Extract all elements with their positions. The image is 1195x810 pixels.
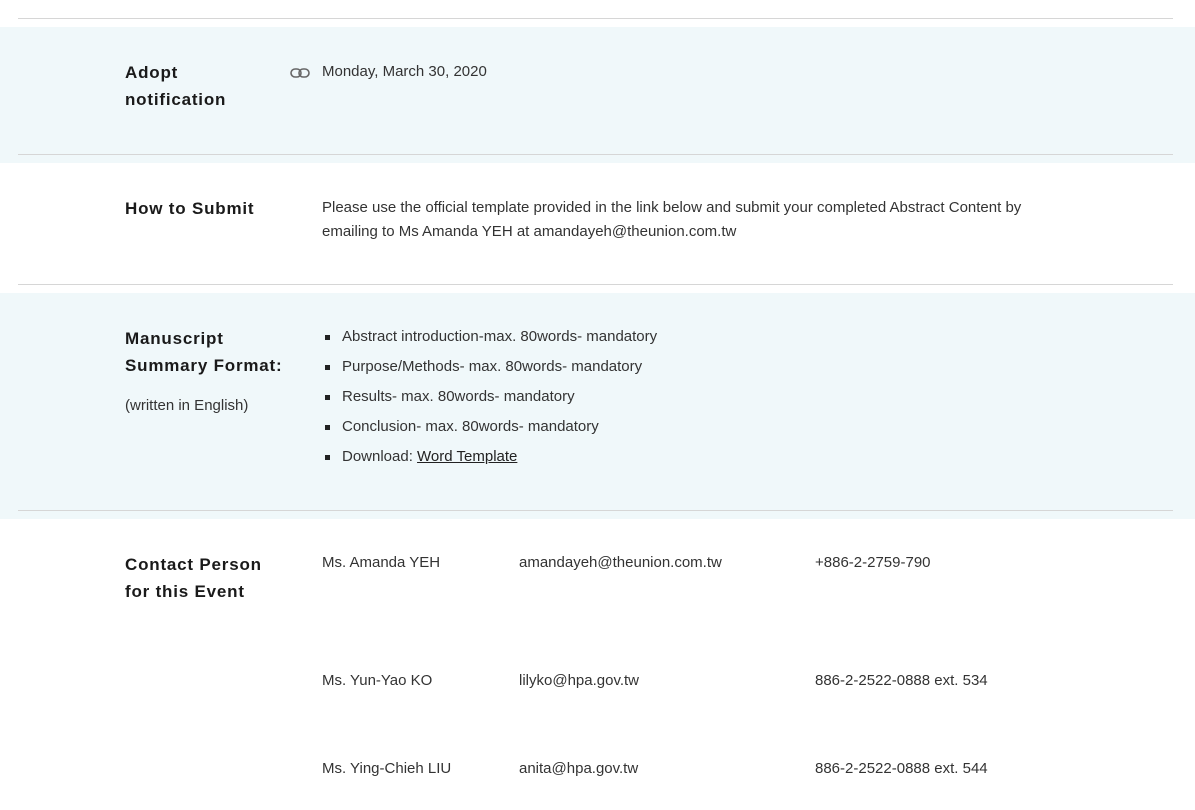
format-label-line1: Manuscript <box>125 329 224 348</box>
bullet-icon <box>325 395 330 400</box>
contact-name: Ms. Ying-Chieh LIU <box>322 760 452 777</box>
divider <box>18 154 1173 155</box>
format-label <box>125 325 282 379</box>
submit-text-line2: emailing to Ms Amanda YEH at amandayeh@theunion.com.tw <box>322 223 737 240</box>
contact-label-line2: for this Event <box>125 582 245 601</box>
list-item <box>322 415 657 445</box>
contact-email[interactable]: anita@hpa.gov.tw <box>519 760 639 777</box>
submit-label: How to Submit <box>125 199 255 218</box>
divider <box>18 284 1173 285</box>
list-item-download <box>322 445 657 475</box>
list-item-text: Purpose/Methods- max. 80words- mandatory <box>342 358 643 375</box>
list-item-text: Abstract introduction-max. 80words- mandatory <box>342 328 658 345</box>
contact-name: Ms. Yun-Yao KO <box>322 672 433 689</box>
list-item-text: Results- max. 80words- mandatory <box>342 388 575 405</box>
list-item <box>322 325 657 355</box>
format-sublabel: (written in English) <box>125 397 249 414</box>
contact-email[interactable]: lilyko@hpa.gov.tw <box>519 672 639 689</box>
contact-name: Ms. Amanda YEH <box>322 554 441 571</box>
format-label-line2: Summary Format: <box>125 356 283 375</box>
contact-email[interactable]: amandayeh@theunion.com.tw <box>519 554 722 571</box>
contact-label-line1: Contact Person <box>125 555 262 574</box>
adopt-label-line2: notification <box>125 90 227 109</box>
adopt-label-line1: Adopt <box>125 63 179 82</box>
contact-label <box>125 551 262 605</box>
divider <box>18 510 1173 511</box>
word-template-link[interactable]: Word Template <box>417 448 518 465</box>
adopt-date: Monday, March 30, 2020 <box>322 63 487 80</box>
bullet-icon <box>325 365 330 370</box>
list-item <box>322 385 657 415</box>
bullet-icon <box>325 425 330 430</box>
list-item-text: Conclusion- max. 80words- mandatory <box>342 418 599 435</box>
link-icon[interactable] <box>290 64 310 82</box>
format-list <box>322 325 657 475</box>
submit-text-line1: Please use the official template provided in the link below and submit your completed Abstract Content by <box>322 199 1022 216</box>
bullet-icon <box>325 455 330 460</box>
submit-text <box>322 196 1082 244</box>
contact-phone: 886-2-2522-0888 ext. 544 <box>815 760 988 777</box>
bullet-icon <box>325 335 330 340</box>
download-prefix: Download: <box>342 448 418 465</box>
divider <box>18 18 1173 19</box>
contact-phone: 886-2-2522-0888 ext. 534 <box>815 672 988 689</box>
adopt-label <box>125 59 226 113</box>
list-item <box>322 355 657 385</box>
contact-phone: +886-2-2759-790 <box>815 554 931 571</box>
